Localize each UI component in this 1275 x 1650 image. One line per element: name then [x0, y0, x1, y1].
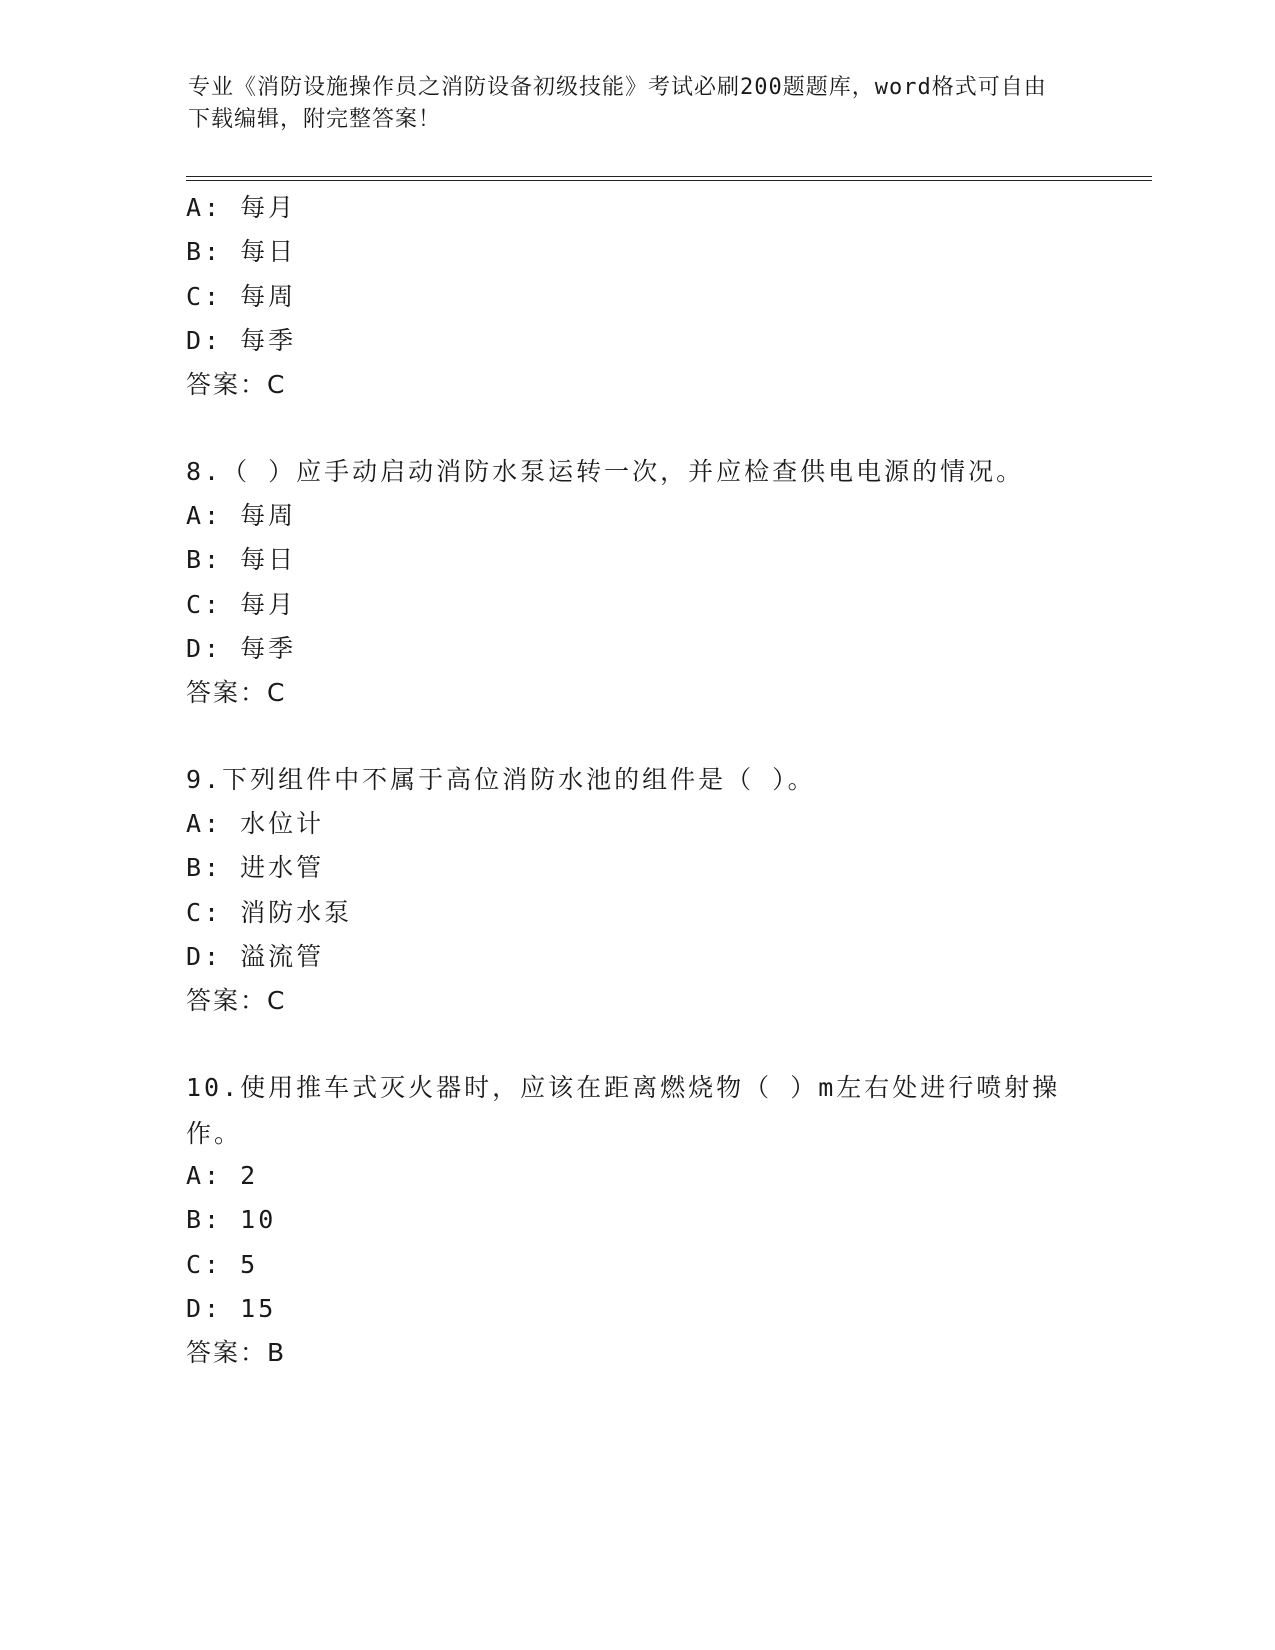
option-a: A: 每周: [186, 501, 297, 530]
option-a: A: 2: [186, 1161, 259, 1190]
option-a: A: 水位计: [186, 809, 325, 838]
header-rule-top: [186, 176, 1152, 177]
document-header: 专业《消防设施操作员之消防设备初级技能》考试必刷200题题库，word格式可自由下载编辑，附完整答案！: [188, 75, 1047, 132]
option-d: D: 每季: [186, 634, 297, 663]
option-c: C: 5: [186, 1250, 259, 1279]
option-c: C: 消防水泵: [186, 898, 353, 927]
question-stem: 10.使用推车式灭火器时，应该在距离燃烧物（ ）m左右处进行喷射操作。: [186, 1073, 1061, 1148]
question-stem: 8.（ ）应手动启动消防水泵运转一次，并应检查供电电源的情况。: [186, 457, 1025, 486]
answer: 答案：C: [186, 678, 287, 707]
option-b: B: 10: [186, 1205, 277, 1234]
option-d: D: 每季: [186, 326, 297, 355]
answer: 答案：C: [186, 370, 287, 399]
option-c: C: 每周: [186, 282, 297, 311]
option-a: A: 每月: [186, 193, 297, 222]
option-d: D: 溢流管: [186, 942, 325, 971]
answer: 答案：C: [186, 986, 287, 1015]
answer: 答案：B: [186, 1338, 287, 1367]
option-c: C: 每月: [186, 590, 297, 619]
question-stem: 9.下列组件中不属于高位消防水池的组件是（ ）。: [186, 765, 816, 794]
header-rule-bottom: [186, 180, 1152, 181]
option-b: B: 每日: [186, 237, 297, 266]
option-d: D: 15: [186, 1294, 277, 1323]
option-b: B: 每日: [186, 545, 297, 574]
option-b: B: 进水管: [186, 853, 325, 882]
